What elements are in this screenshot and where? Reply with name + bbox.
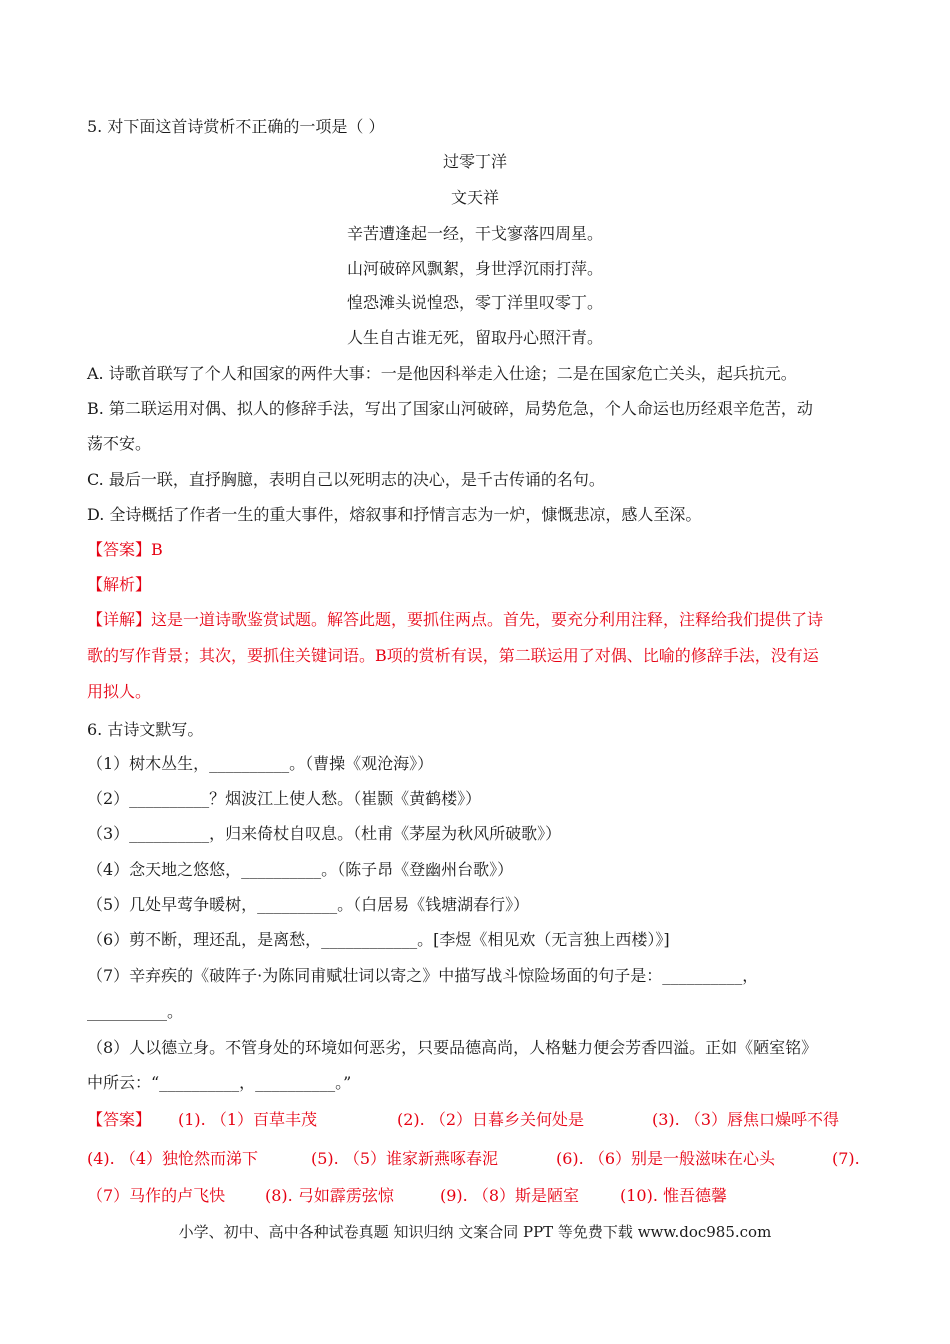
poem-line-2: 山河破碎风飘絮，身世浮沉雨打萍。 — [346, 259, 603, 278]
q6-answer-2: (2). （2）日暮乡关何处是 — [397, 1110, 585, 1129]
poem-title: 过零丁洋 — [442, 152, 507, 171]
page-footer: 小学、初中、高中各种试卷真题 知识归纳 文案合同 PPT 等免费下载 www.doc985.com — [178, 1223, 772, 1241]
q5-stem: 5. 对下面这首诗赏析不正确的一项是（ ） — [87, 117, 385, 136]
q6-item-6: （6）剪不断，理还乱，是离愁，____________。[李煜《相见欢（无言独上西楼）》] — [87, 930, 670, 949]
q6-answer-4: (4). （4）独怆然而涕下 — [87, 1149, 259, 1168]
q6-answer-3: (3). （3）唇焦口燥呼不得 — [652, 1110, 840, 1129]
poem-line-3: 惶恐滩头说惶恐，零丁洋里叹零丁。 — [346, 293, 603, 312]
q6-item-7-line-2: __________。 — [87, 1002, 184, 1021]
q6-item-3: （3）__________，归来倚杖自叹息。（杜甫《茅屋为秋风所破歌》） — [87, 824, 562, 843]
option-b-line-2: 荡不安。 — [87, 434, 152, 453]
q6-item-8-line-2: 中所云：“__________，__________。” — [87, 1073, 352, 1092]
q6-answer-10: (10). 惟吾德馨 — [620, 1186, 728, 1205]
q6-item-8-line-1: （8）人以德立身。不管身处的环境如何恶劣，只要品德高尚，人格魅力便会芳香四溢。正如《陋室铭》 — [87, 1038, 818, 1057]
q6-answer-6: (6). （6）别是一般滋味在心头 — [556, 1149, 776, 1168]
detail-line-2: 歌的写作背景；其次，要抓住关键词语。B项的赏析有误，第二联运用了对偶、比喻的修辞手法，没有运 — [87, 646, 819, 665]
poem-line-1: 辛苦遭逢起一经，干戈寥落四周星。 — [346, 224, 603, 243]
answer-tag: 【答案】 — [87, 540, 152, 559]
answer-value: B — [151, 540, 163, 559]
analysis-tag: 【解析】 — [87, 575, 152, 594]
option-d: D. 全诗概括了作者一生的重大事件，熔叙事和抒情言志为一炉，慷慨悲凉，感人至深。 — [87, 505, 702, 524]
q6-item-7-line-1: （7）辛弃疾的《破阵子·为陈同甫赋壮词以寄之》中描写战斗惊险场面的句子是：__________， — [87, 966, 759, 985]
option-a: A. 诗歌首联写了个人和国家的两件大事：一是他因科举走入仕途；二是在国家危亡关头，起兵抗元。 — [87, 364, 797, 383]
option-b-line-1: B. 第二联运用对偶、拟人的修辞手法，写出了国家山河破碎，局势危急，个人命运也历经艰辛危苦，动 — [87, 399, 813, 418]
poem-author: 文天祥 — [450, 188, 499, 207]
poem-line-4: 人生自古谁无死，留取丹心照汗青。 — [346, 328, 603, 347]
q6-answer-7-label: (7). — [832, 1149, 860, 1168]
q5-answer — [87, 540, 163, 560]
q6-stem: 6. 古诗文默写。 — [87, 720, 204, 739]
q6-item-1: （1）树木丛生，__________。（曹操《观沧海》） — [87, 754, 434, 773]
q6-answer-9: (9). （8）斯是陋室 — [440, 1186, 580, 1205]
q6-item-2: （2）__________？烟波江上使人愁。（崔颢《黄鹤楼》） — [87, 789, 482, 808]
q6-answer-5: (5). （5）谁家新燕啄春泥 — [311, 1149, 499, 1168]
detail-line-3: 用拟人。 — [87, 682, 152, 701]
q6-item-4: （4）念天地之悠悠，__________。（陈子昂《登幽州台歌》） — [87, 860, 514, 879]
q6-answer-8: (8). 弓如霹雳弦惊 — [265, 1186, 394, 1205]
q6-answer-7: （7）马作的卢飞快 — [87, 1186, 226, 1205]
option-c: C. 最后一联，直抒胸臆，表明自己以死明志的决心，是千古传诵的名句。 — [87, 470, 605, 489]
q6-answer-tag: 【答案】 — [87, 1110, 152, 1129]
q6-answer-1: (1). （1）百草丰茂 — [178, 1110, 318, 1129]
q6-item-5: （5）几处早莺争暖树，__________。（白居易《钱塘湖春行》） — [87, 895, 530, 914]
detail-line-1: 【详解】这是一道诗歌鉴赏试题。解答此题，要抓住两点。首先，要充分利用注释，注释给我们提供了诗 — [87, 610, 824, 629]
